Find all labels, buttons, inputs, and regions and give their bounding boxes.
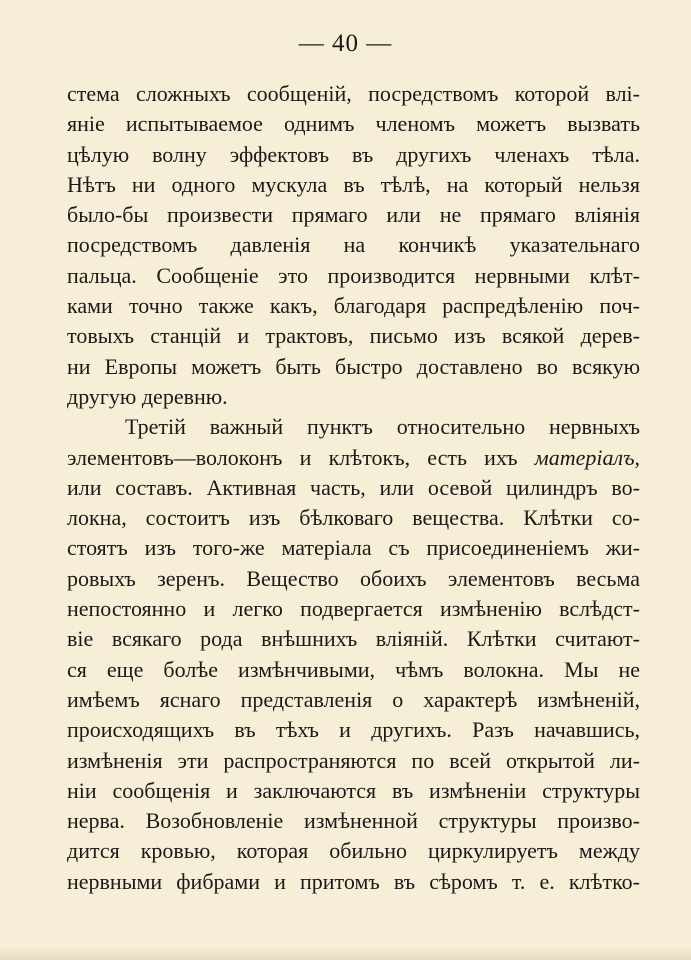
text-line [67,443,640,473]
text-line: цѣлую волну эффектовъ въ другихъ членахъ тѣла. [67,141,640,167]
text-line: пальца. Сообщеніе это производится нервными клѣт- [67,262,640,288]
text-line: дится кровью, которая обильно циркулируетъ между [67,838,640,864]
text-line: стоятъ изъ того-же матеріала съ присоединеніемъ жи- [67,535,640,561]
text-line: Третій важный пунктъ относительно нервныхъ [125,414,640,440]
text-line: посредствомъ давленія на кончикѣ указательнаго [67,232,640,258]
text-line: другую деревню. [67,383,228,409]
italic-term: матеріалъ [534,444,635,470]
page-bottom-edge [0,946,691,960]
text-line: или составъ. Активная часть, или осевой цилиндръ во- [67,474,640,500]
text-segment: элементовъ—волоконъ и клѣтокъ, есть ихъ [67,444,535,470]
page-number: — 40 — [298,30,393,57]
text-line: ни Европы можетъ быть быстро доставлено во всякую [67,353,640,379]
paragraph-1 [67,79,640,412]
text-line: было-бы произвести прямаго или не прямаго вліянія [67,202,640,228]
paragraph-2 [67,412,640,897]
text-line: ками точно также какъ, благодаря распредѣленію поч- [67,293,640,319]
text-line: локна, состоитъ изъ бѣлковаго вещества. Клѣтки со- [67,505,640,531]
text-line: нерва. Возобновленіе измѣненной структуры произво- [67,808,640,834]
text-line: яніе испытываемое однимъ членомъ можетъ вызвать [67,111,640,137]
text-line: происходящихъ въ тѣхъ и другихъ. Разъ начавшись, [67,717,640,743]
text-line: віе всякаго рода внѣшнихъ вліяній. Клѣтки считают- [67,626,640,652]
text-line: имѣемъ яснаго представленія о характерѣ измѣненій, [67,686,640,712]
text-line: ровыхъ зеренъ. Вещество обоихъ элементовъ весьма [67,565,640,591]
text-line: ся еще болѣе измѣнчивыми, чѣмъ волокна. Мы не [67,656,640,682]
text-line: Нѣтъ ни одного мускула въ тѣлѣ, на который нельзя [67,171,640,197]
text-line: измѣненія эти распространяются по всей открытой ли- [67,747,640,773]
body-text [67,79,640,897]
text-line: стема сложныхъ сообщеній, посредствомъ которой влі- [67,81,640,106]
text-line: ніи сообщенія и заключаются въ измѣненіи структуры [67,777,640,803]
text-line: товыхъ станцій и трактовъ, письмо изъ всякой дерев- [67,323,640,349]
text-line: нервными фибрами и притомъ въ сѣромъ т. е. клѣтко- [67,868,640,894]
text-segment: , [634,444,640,470]
text-line: непостоянно и легко подвергается измѣненію вслѣдст- [67,596,640,622]
